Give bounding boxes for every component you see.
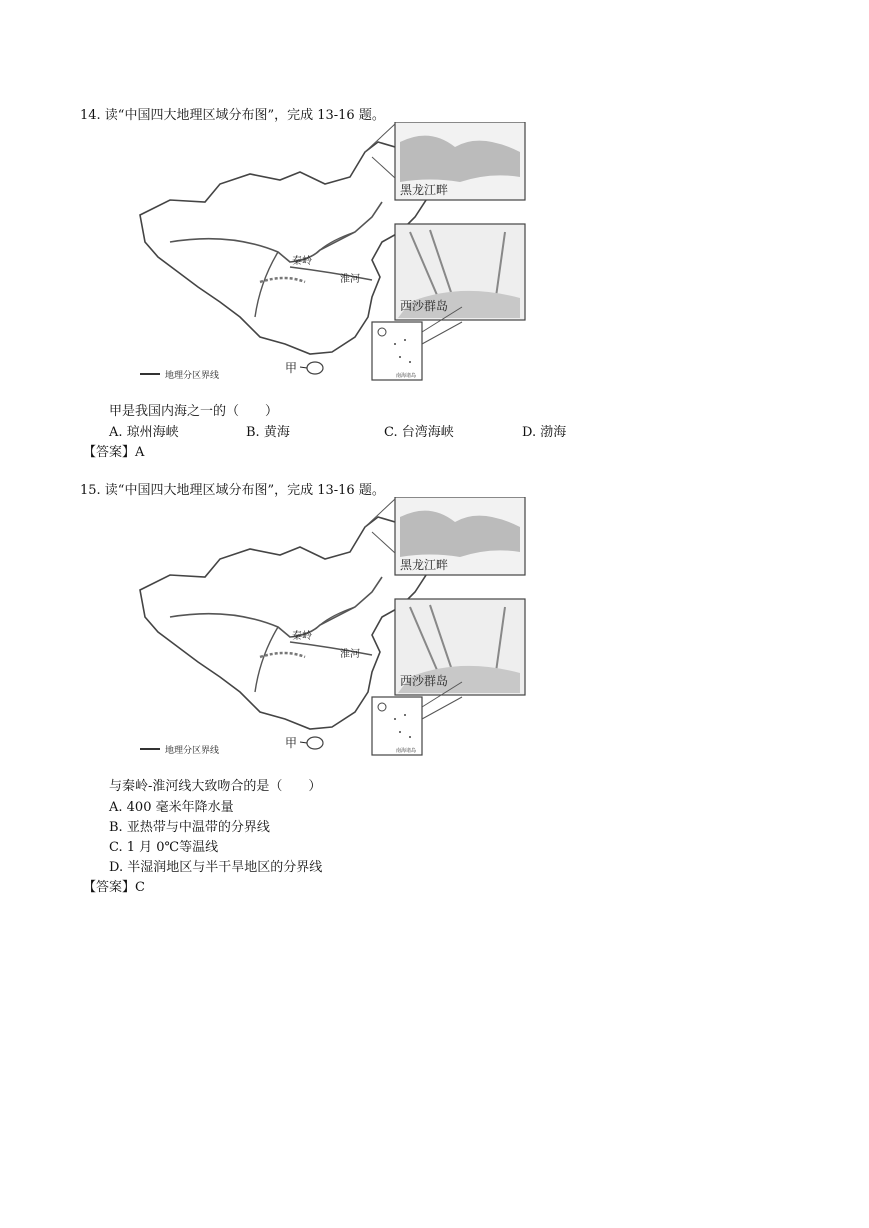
answer: 【答案】C [83, 880, 145, 895]
option-c: C. 1 月 0℃等温线 [109, 840, 219, 855]
option-d: D. 渤海 [522, 425, 567, 440]
label-huaihe: 淮河 [340, 649, 360, 660]
question-14 [80, 104, 800, 464]
label-jia: 甲 [285, 361, 298, 375]
south-sea-inset [372, 697, 422, 755]
photo-caption-1: 黑龙江畔 [400, 558, 449, 572]
option-c: C. 台湾海峡 [384, 425, 454, 440]
question-stem: 15. 读“中国四大地理区域分布图”，完成 13-16 题。 [80, 483, 385, 498]
inset-caption: 南海诸岛 [396, 748, 417, 754]
photo-caption-2: 西沙群岛 [400, 299, 449, 313]
china-regions-map [110, 497, 570, 757]
label-huaihe: 淮河 [340, 274, 360, 285]
photo-caption-2: 西沙群岛 [400, 674, 449, 688]
south-sea-inset [372, 322, 422, 380]
option-b: B. 亚热带与中温带的分界线 [109, 820, 270, 835]
label-qinling: 秦岭 [292, 631, 312, 642]
inset-caption: 南海诸岛 [396, 373, 417, 379]
map-legend: 地理分区界线 [165, 746, 220, 756]
question-stem: 14. 读“中国四大地理区域分布图”，完成 13-16 题。 [80, 108, 385, 123]
option-d: D. 半湿润地区与半干旱地区的分界线 [109, 860, 323, 875]
option-a: A. 琼州海峡 [109, 425, 179, 440]
map-legend: 地理分区界线 [165, 371, 220, 381]
option-a: A. 400 毫米年降水量 [109, 800, 234, 815]
photo-caption-1: 黑龙江畔 [400, 183, 449, 197]
option-b: B. 黄海 [246, 425, 290, 440]
china-regions-map [110, 122, 570, 382]
question-text: 甲是我国内海之一的（ ） [109, 404, 279, 419]
question-text: 与秦岭-淮河线大致吻合的是（ ） [109, 779, 322, 794]
question-15 [80, 479, 800, 899]
answer: 【答案】A [83, 445, 145, 460]
label-jia: 甲 [285, 736, 298, 750]
label-qinling: 秦岭 [292, 256, 312, 267]
